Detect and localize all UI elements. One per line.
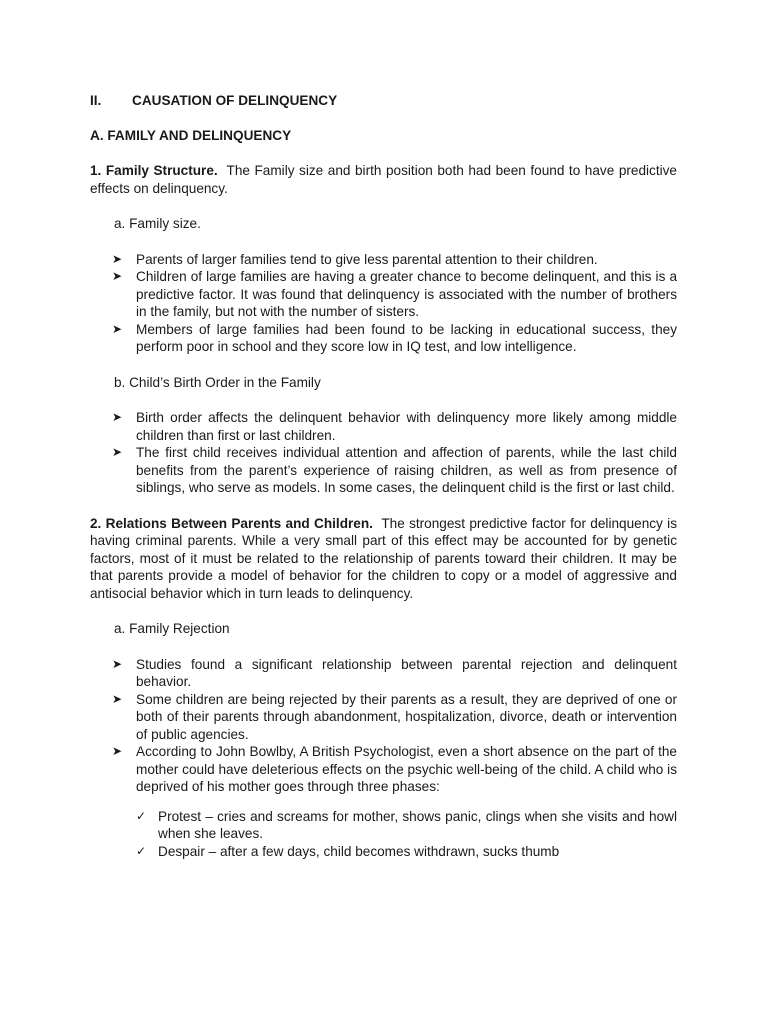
list-item: [90, 444, 677, 497]
parent-relations-paragraph: [90, 515, 677, 603]
arrow-bullet-icon: ➤: [112, 321, 123, 336]
list-item: [90, 843, 677, 861]
section-number: II.: [90, 93, 102, 108]
document-page: [90, 92, 677, 878]
phases-list: [90, 808, 677, 861]
list-item: [90, 808, 677, 843]
checkmark-icon: ✓: [136, 843, 147, 858]
list-item: [90, 268, 677, 321]
list-item-text: Parents of larger families tend to give less parental attention to their children.: [136, 251, 598, 267]
list-item: [90, 321, 677, 356]
list-item-text: Children of large families are having a greater chance to become delinquent, and this is a predictive factor. It was found that delinquency is associated with the number of brothers in the family, but not with the number of sisters.: [136, 269, 677, 319]
arrow-bullet-icon: ➤: [112, 251, 123, 266]
list-item-text: Despair – after a few days, child becomes withdrawn, sucks thumb: [158, 843, 560, 859]
list-item: [90, 251, 677, 269]
family-structure-paragraph: [90, 162, 677, 197]
list-item-text: Studies found a significant relationship between parental rejection and delinquent behavior.: [136, 656, 677, 689]
birth-order-label: b. Child’s Birth Order in the Family: [114, 374, 321, 390]
list-item: [90, 691, 677, 744]
subsection-heading: A. FAMILY AND DELINQUENCY: [90, 127, 292, 143]
section-heading: [90, 92, 677, 110]
arrow-bullet-icon: ➤: [112, 269, 123, 283]
arrow-bullet-icon: ➤: [112, 410, 123, 424]
arrow-bullet-icon: ➤: [112, 445, 123, 459]
list-item: [90, 656, 677, 691]
birth-order-list: [90, 409, 677, 497]
list-item-text: Some children are being rejected by their parents as a result, they are deprived of one or both of their parents through abandonment, hospitalization, divorce, death or intervention of public agencies.: [136, 691, 677, 742]
parent-relations-title: 2. Relations Between Parents and Children.: [90, 515, 373, 531]
list-item: [90, 409, 677, 444]
list-item-text: Protest – cries and screams for mother, shows panic, clings when she visits and howl when she leaves.: [158, 808, 677, 841]
family-rejection-list: [90, 656, 677, 861]
arrow-bullet-icon: ➤: [112, 691, 123, 706]
family-rejection-label: a. Family Rejection: [114, 621, 230, 636]
list-item-text: Birth order affects the delinquent behavior with delinquency more likely among middle children than first or last children.: [136, 410, 677, 443]
arrow-bullet-icon: ➤: [112, 744, 123, 758]
parent-relations-text: The strongest predictive factor for delinquency is having criminal parents. While a very small part of this effect may be accounted for by genetic factors, most of it must be related to the relationship of parents toward their children. It may be that parents provide a model of behavior for the children to copy or a model of aggressive and antisocial behavior which in turn leads to delinquency.: [90, 515, 677, 601]
section-title: CAUSATION OF DELINQUENCY: [132, 93, 338, 108]
arrow-bullet-icon: ➤: [112, 656, 123, 671]
list-item: [90, 743, 677, 860]
list-item-text: According to John Bowlby, A British Psychologist, even a short absence on the part of the mother could have deleterious effects on the psychic well-being of the child. A child who is deprived of his mother goes through three phases:: [136, 744, 677, 794]
list-item-text: The first child receives individual attention and affection of parents, while the last child benefits from the parent’s experience of raising children, as well as from presence of siblings, who serve as models. In some cases, the delinquent child is the first or last child.: [136, 445, 677, 495]
list-item-text: Members of large families had been found to be lacking in educational success, they perform poor in school and they score low in IQ test, and low intelligence.: [136, 321, 677, 354]
family-structure-title: 1. Family Structure.: [90, 163, 218, 178]
checkmark-icon: ✓: [136, 808, 147, 823]
family-size-list: [90, 251, 677, 356]
family-size-label: a. Family size.: [114, 216, 201, 231]
family-structure-text: The Family size and birth position both had been found to have predictive effects on delinquency.: [90, 163, 677, 196]
